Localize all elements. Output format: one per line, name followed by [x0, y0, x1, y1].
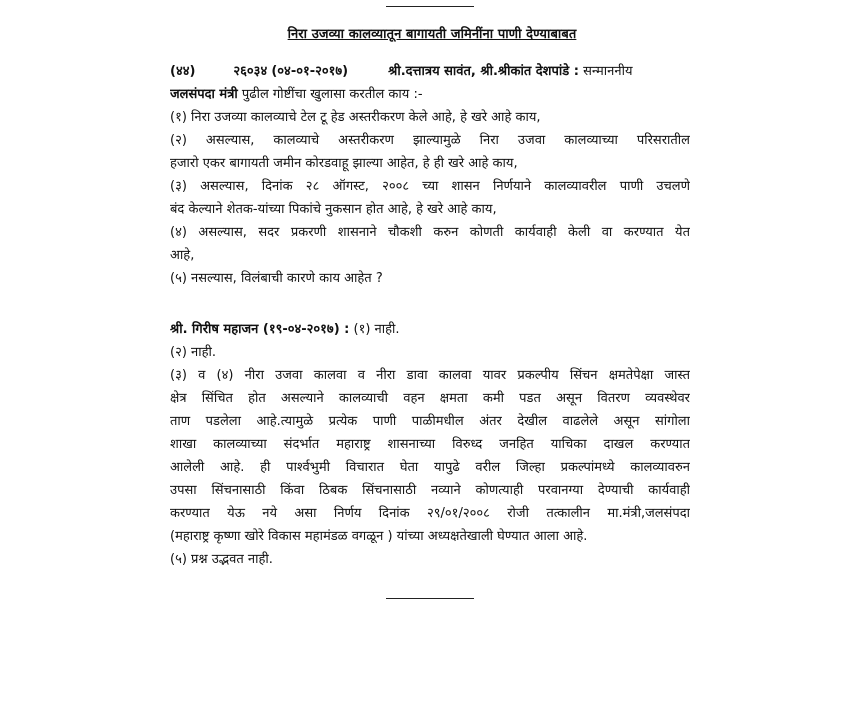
- question-intro-line: [170, 83, 690, 106]
- question-id: २६०३४: [233, 64, 268, 79]
- question-line: आहे,: [170, 248, 195, 263]
- question-line: (५) नसल्यास, विलंबाची कारणे काय आहेत ?: [170, 271, 383, 286]
- answer-speaker: श्री. गिरीष महाजन (१९-०४-२०१७) :: [170, 322, 350, 337]
- answer-first: (१) नाही.: [353, 322, 400, 337]
- answer-line: क्षेत्र सिंचित होत असल्याने कालव्याची वहन क्षमता कमी पडत असून वितरण व्यवस्थेवर: [170, 391, 690, 406]
- answer-header: [170, 318, 690, 341]
- top-divider: [386, 6, 474, 7]
- bottom-divider: [386, 598, 474, 599]
- answer-line: शाखा कालव्याच्या संदर्भात महाराष्ट्र शासनाच्या विरुध्द जनहित याचिका दाखल करण्यात: [170, 437, 690, 452]
- answer-line: ताण पडलेला आहे.त्यामुळे प्रत्येक पाणी पाळीमधील अंतर देखील वाढलेले असून सांगोला: [170, 414, 690, 429]
- question-section: [170, 60, 690, 290]
- question-number: (४४): [170, 64, 196, 79]
- question-honorific: सन्माननीय: [583, 64, 633, 79]
- question-line: (२) असल्यास, कालव्याचे अस्तरीकरण झाल्यामुळे निरा उजवा कालव्याच्या परिसरातील: [170, 133, 690, 148]
- answer-line: उपसा सिंचनासाठी किंवा ठिबक सिंचनासाठी नव्याने कोणत्याही परवानग्या देण्याची कार्यवाही: [170, 483, 690, 498]
- question-line: बंद केल्याने शेतक-यांच्या पिकांचे नुकसान होत आहे, हे खरे आहे काय,: [170, 202, 497, 217]
- answer-line: (५) प्रश्न उद्भवत नाही.: [170, 552, 273, 567]
- question-line: (१) निरा उजव्या कालव्याचे टेल टू हेड अस्तरीकरण केले आहे, हे खरे आहे काय,: [170, 110, 541, 125]
- answer-section: [170, 318, 690, 571]
- question-line: (४) असल्यास, सदर प्रकरणी शासनाने चौकशी करुन कोणती कार्यवाही केली वा करण्यात येत: [170, 225, 690, 240]
- answer-line: करण्यात येऊ नये असा निर्णय दिनांक २९/०१/२००८ रोजी तत्कालीन मा.मंत्री,जलसंपदा: [170, 506, 690, 521]
- question-line: (३) असल्यास, दिनांक २८ ऑगस्ट, २००८ च्या शासन निर्णयाने कालव्यावरील पाणी उचलणे: [170, 179, 690, 194]
- question-askers: श्री.दत्तात्रय सावंत, श्री.श्रीकांत देशपांडे :: [388, 64, 579, 79]
- answer-line: आलेली आहे. ही पार्श्वभुमी विचारात घेता यापुढे वरील जिल्हा प्रकल्पांमध्ये कालव्यावरुन: [170, 460, 690, 475]
- answer-line: (महाराष्ट्र कृष्णा खोरे विकास महामंडळ वगळून ) यांच्या अध्यक्षतेखाली घेण्यात आला आहे.: [170, 529, 588, 544]
- document-title: निरा उजव्या कालव्यातून बागायती जमिनींना पाणी देण्याबाबत: [287, 27, 577, 42]
- answer-line: (३) व (४) नीरा उजवा कालवा व नीरा डावा कालवा यावर प्रकल्पीय सिंचन क्षमतेपेक्षा जास्त: [170, 368, 690, 383]
- question-header: [170, 60, 690, 83]
- question-minister: जलसंपदा मंत्री: [170, 87, 238, 102]
- question-date: (०४-०१-२०१७): [271, 64, 349, 79]
- question-intro: पुढील गोष्टींचा खुलासा करतील काय :-: [241, 87, 423, 102]
- answer-line: (२) नाही.: [170, 345, 217, 360]
- question-line: हजारो एकर बागायती जमीन कोरडवाहू झाल्या आहेत, हे ही खरे आहे काय,: [170, 156, 518, 171]
